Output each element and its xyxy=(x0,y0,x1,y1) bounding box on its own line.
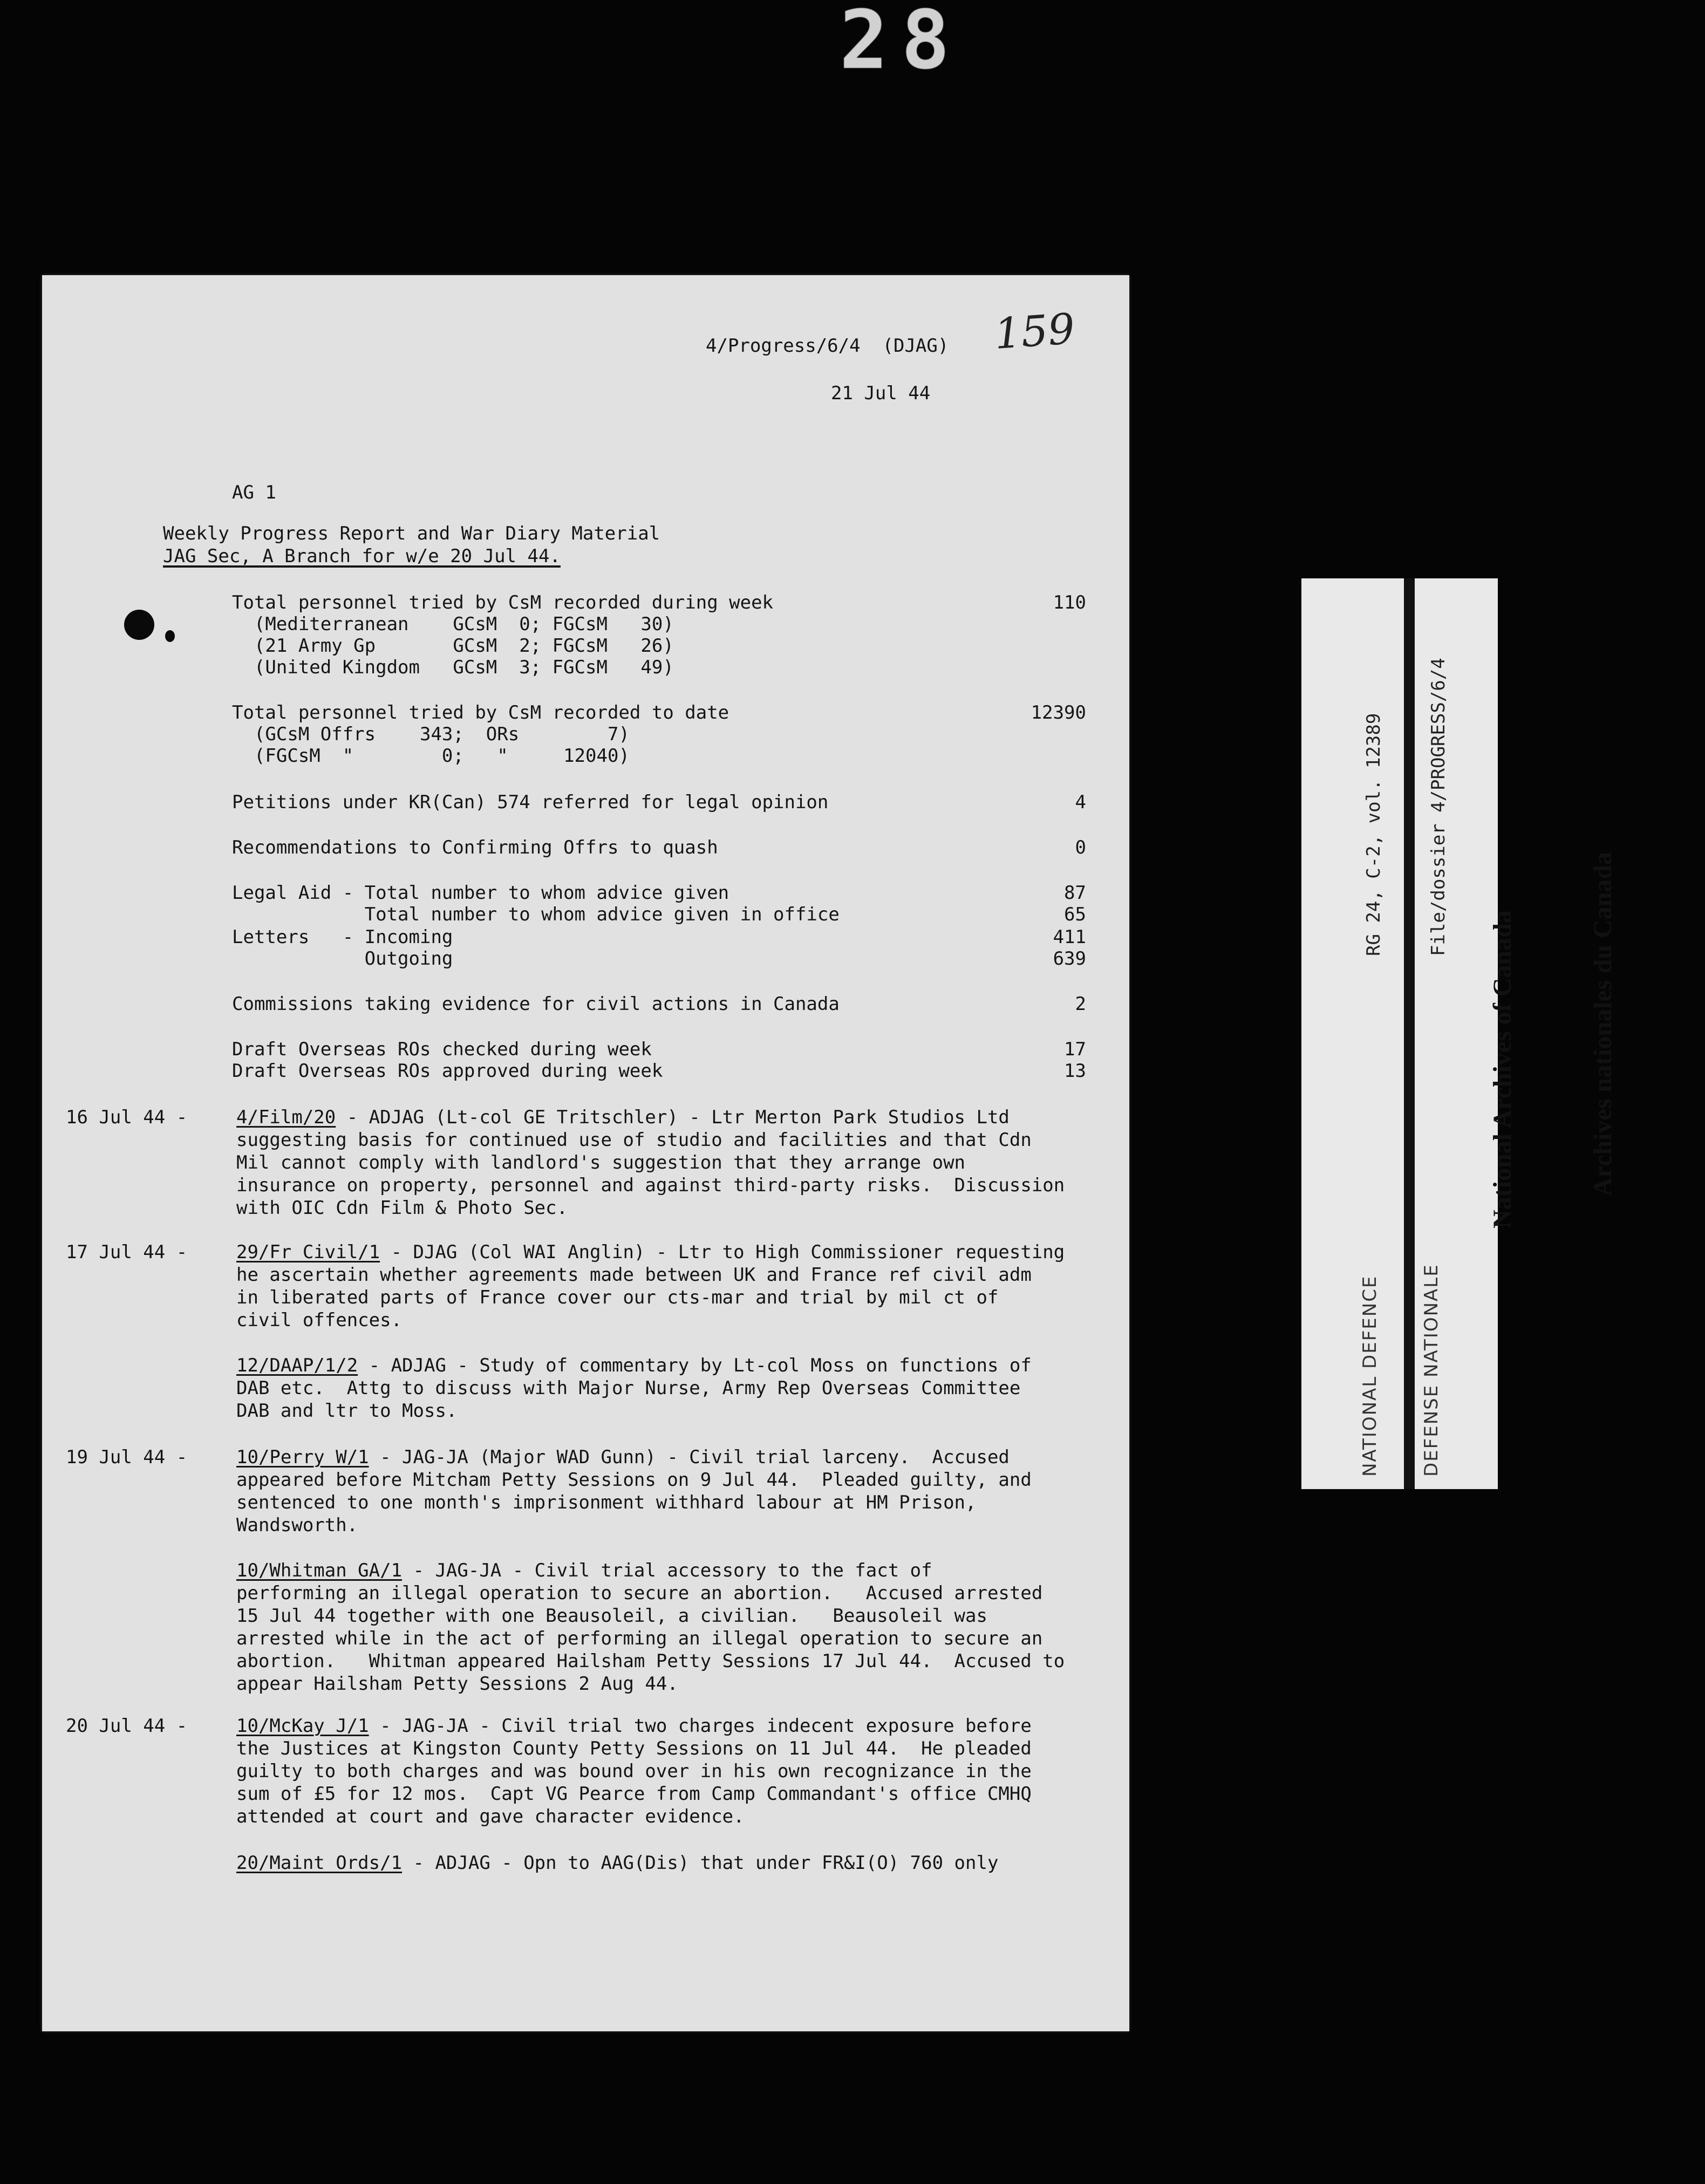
entry-paragraph xyxy=(236,1354,1100,1422)
archive-reference: RG 24, C-2, vol. 12389 File/dossier 4/PROGRESS/6/4 xyxy=(1363,658,1449,956)
stat-value: 2 xyxy=(1075,993,1086,1015)
subject-line-1: Weekly Progress Report and War Diary Material xyxy=(163,523,660,544)
stat-label: Letters - Incoming xyxy=(232,926,453,948)
stat-label: Draft Overseas ROs approved during week xyxy=(232,1060,663,1082)
entry-text: - ADJAG - Opn to AAG(Dis) that under FR&I(O) 760 only xyxy=(402,1852,999,1874)
stat-label: Total personnel tried by CsM recorded to date xyxy=(232,702,729,724)
handwritten-page-number: 159 xyxy=(993,304,1076,359)
stat-label: Outgoing xyxy=(232,948,453,970)
entry-date: 16 Jul 44 - xyxy=(66,1107,188,1128)
stat-label: Legal Aid - Total number to whom advice given xyxy=(232,882,729,904)
stat-label: (United Kingdom GCsM 3; FGCsM 49) xyxy=(232,657,674,678)
entry-text: - ADJAG (Lt-col GE Tritschler) - Ltr Merton Park Studios Ltd suggesting basis for continued use of studio and facilities and that Cdn Mil cannot comply with landlord's suggestion that they arrange own insurance on property, personnel and against third-party risks. Discussion with OIC Cdn Film & Photo Sec. xyxy=(236,1107,1065,1219)
stat-value: 65 xyxy=(1064,904,1086,925)
entry-date: 20 Jul 44 - xyxy=(66,1715,188,1737)
stat-label: (Mediterranean GCsM 0; FGCsM 30) xyxy=(232,613,674,635)
entry-paragraph xyxy=(236,1241,1100,1332)
entry-paragraph xyxy=(236,1852,1100,1874)
stat-label: Petitions under KR(Can) 574 referred for legal opinion xyxy=(232,791,829,813)
entry-paragraph xyxy=(236,1446,1100,1537)
entry-file-reference: 12/DAAP/1/2 xyxy=(236,1355,358,1376)
addressee: AG 1 xyxy=(232,482,276,503)
entry-date: 19 Jul 44 - xyxy=(66,1446,188,1468)
entry-file-reference: 20/Maint Ords/1 xyxy=(236,1852,403,1874)
stat-label: Commissions taking evidence for civil actions in Canada xyxy=(232,993,840,1015)
stat-value: 87 xyxy=(1064,882,1086,904)
entry-text: - JAG-JA - Civil trial two charges indecent exposure before the Justices at Kingston County Petty Sessions on 11 Jul 44. He pleaded guilty to both charges and was bound over in his own recognizance in the sum of £5 for 12 mos. Capt VG Pearce from Camp Commandant's office CMHQ attended at court and gave character evidence. xyxy=(236,1715,1032,1827)
label-divider xyxy=(1404,578,1415,1489)
entry-file-reference: 29/Fr Civil/1 xyxy=(236,1241,380,1263)
entry-paragraph xyxy=(236,1106,1100,1219)
stat-label: (GCsM Offrs 343; ORs 7) xyxy=(232,724,630,745)
stat-value: 4 xyxy=(1075,791,1086,813)
stat-value: 12390 xyxy=(1031,702,1086,724)
entry-text: - ADJAG - Study of commentary by Lt-col Moss on functions of DAB etc. Attg to discuss with Major Nurse, Army Rep Overseas Committee DAB and ltr to Moss. xyxy=(236,1355,1032,1422)
document-page xyxy=(42,275,1129,2031)
archive-label xyxy=(1301,578,1617,1489)
punch-hole xyxy=(124,610,154,640)
stat-label: Total number to whom advice given in office xyxy=(232,904,840,925)
file-reference: 4/Progress/6/4 (DJAG) xyxy=(706,335,949,357)
entry-paragraph xyxy=(236,1559,1100,1695)
document-date: 21 Jul 44 xyxy=(831,383,931,404)
entry-text: - JAG-JA - Civil trial accessory to the fact of performing an illegal operation to secure an abortion. Accused arrested 15 Jul 44 together with one Beausoleil, a civilian. Beausoleil was arrested while in the act of performing an illegal operation to secure an abortion. Whitman appeared Hailsham Petty Sessions 17 Jul 44. Accused to appear Hailsham Petty Sessions 2 Aug 44. xyxy=(236,1560,1065,1695)
stat-label: Total personnel tried by CsM recorded during week xyxy=(232,592,774,613)
entry-date: 17 Jul 44 - xyxy=(66,1241,188,1263)
stat-label: (21 Army Gp GCsM 2; FGCsM 26) xyxy=(232,635,674,657)
entry-paragraph xyxy=(236,1715,1100,1828)
entry-file-reference: 10/Whitman GA/1 xyxy=(236,1560,403,1581)
frame-number: 28 xyxy=(839,0,963,87)
stat-value: 411 xyxy=(1053,926,1086,948)
entry-file-reference: 10/Perry W/1 xyxy=(236,1446,369,1468)
subject-line-2: JAG Sec, A Branch for w/e 20 Jul 44. xyxy=(163,545,561,567)
stat-label: Recommendations to Confirming Offrs to quash xyxy=(232,837,718,858)
stat-value: 0 xyxy=(1075,837,1086,858)
entry-text: - JAG-JA (Major WAD Gunn) - Civil trial larceny. Accused appeared before Mitcham Petty Sessions on 9 Jul 44. Pleaded guilty, and sentenced to one month's imprisonment withhard labour at HM Prison, Wandsworth. xyxy=(236,1446,1032,1536)
stat-label: (FGCsM " 0; " 12040) xyxy=(232,745,630,767)
entry-text: - DJAG (Col WAI Anglin) - Ltr to High Commissioner requesting he ascertain whether agreements made between UK and France ref civil adm in liberated parts of France cover our cts-mar and trial by mil ct of civil offences. xyxy=(236,1241,1065,1331)
defence-stamp: NATIONAL DEFENCE DEFENSE NATIONALE xyxy=(1359,1264,1442,1477)
stat-value: 110 xyxy=(1053,592,1086,613)
stat-label: Draft Overseas ROs checked during week xyxy=(232,1039,652,1060)
entry-file-reference: 4/Film/20 xyxy=(236,1107,336,1128)
stat-value: 13 xyxy=(1064,1060,1086,1082)
stat-value: 17 xyxy=(1064,1039,1086,1060)
archives-name: National Archives of Canada Archives nationales du Canada xyxy=(1488,852,1617,1228)
stat-value: 639 xyxy=(1053,948,1086,970)
entry-file-reference: 10/McKay J/1 xyxy=(236,1715,369,1737)
